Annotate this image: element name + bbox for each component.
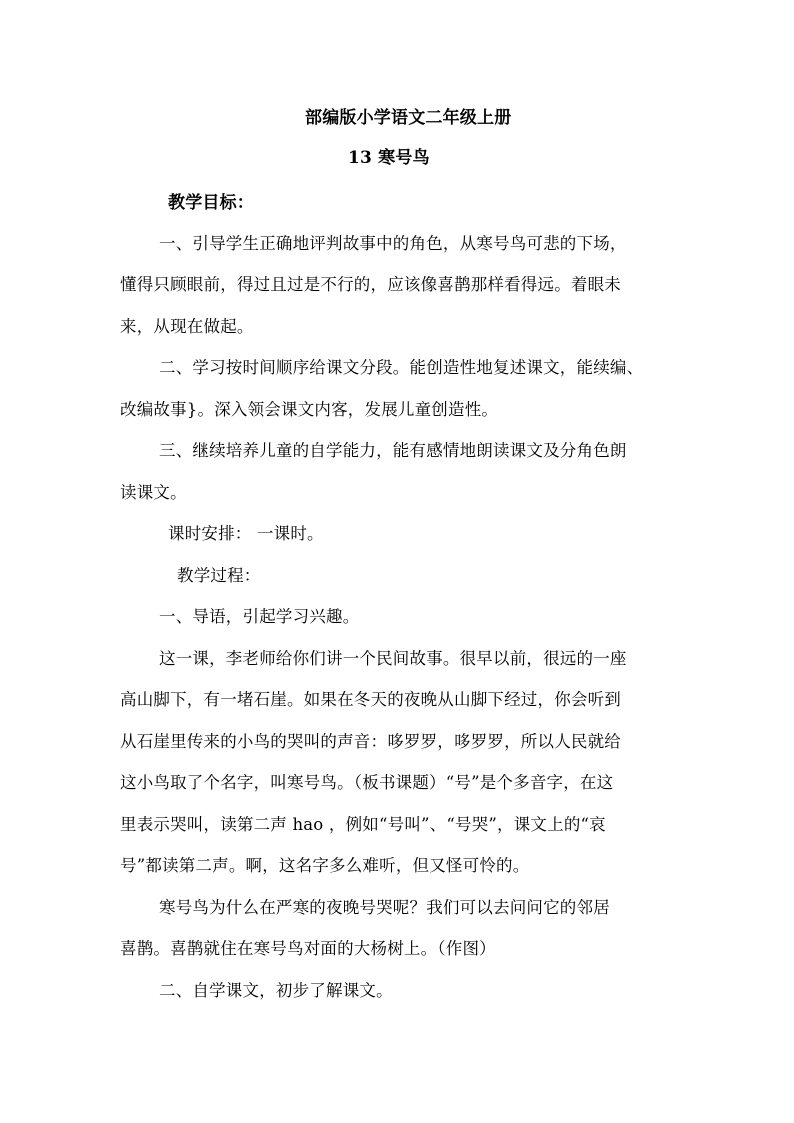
step-1-heading: 一、导语，引起学习兴趣。: [159, 607, 360, 626]
objective-1-line-1: 一、引导学生正确地评判故事中的角色，从寒号鸟可悲的下场，: [159, 234, 627, 253]
para-1-line-4: 这小鸟取了个名字，叫寒号鸟。（板书课题）“号”是个多音字，在这: [120, 773, 614, 792]
objective-3-line-1: 三、继续培养儿童的自学能力，能有感情地朗读课文及分角色朗: [159, 441, 627, 460]
step-2-heading: 二、自学课文，初步了解课文。: [159, 981, 393, 1000]
objectives-heading: 教学目标：: [168, 193, 254, 213]
objective-1-line-3: 来，从现在做起。: [120, 317, 254, 336]
objective-3-line-2: 读课文。: [120, 483, 187, 502]
para-1-line-6: 号”都读第二声。啊，这名字多么难听，但又怪可怜的。: [120, 856, 530, 875]
lesson-title: 13 寒号鸟: [348, 148, 430, 168]
para-2-line-2: 喜鹊。喜鹊就住在寒号鸟对面的大杨树上。（作图）: [120, 939, 496, 958]
para-1-line-1: 这一课，李老师给你们讲一个民间故事。很早以前，很远的一座: [159, 649, 627, 668]
para-2-line-1: 寒号鸟为什么在严寒的夜晚号哭呢？我们可以去问问它的邻居: [159, 898, 610, 917]
schedule-line: 课时安排： 一课时。: [168, 524, 324, 543]
para-1-line-2: 高山脚下，有一堵石崖。如果在冬天的夜晚从山脚下经过，你会听到: [120, 690, 621, 709]
para-1-line-5: 里表示哭叫，读第二声 hao ，例如“号叫”、“号哭”，课文上的“哀: [120, 815, 606, 834]
objective-2-line-2: 改编故事}。深入领会课文内客，发展儿童创造性。: [120, 400, 499, 419]
document-title: 部编版小学语文二年级上册: [305, 108, 512, 128]
objective-1-line-2: 懂得只顾眼前，得过且过是不行的，应该像喜鹊那样看得远。着眼未: [120, 275, 621, 294]
para-1-line-3: 从石崖里传来的小鸟的哭叫的声音：哆罗罗，哆罗罗，所以人民就给: [120, 732, 621, 751]
objective-2-line-1: 二、学习按时间顺序给课文分段。能创造性地复述课文，能续编、: [159, 358, 644, 377]
process-heading: 教学过程：: [177, 566, 261, 585]
